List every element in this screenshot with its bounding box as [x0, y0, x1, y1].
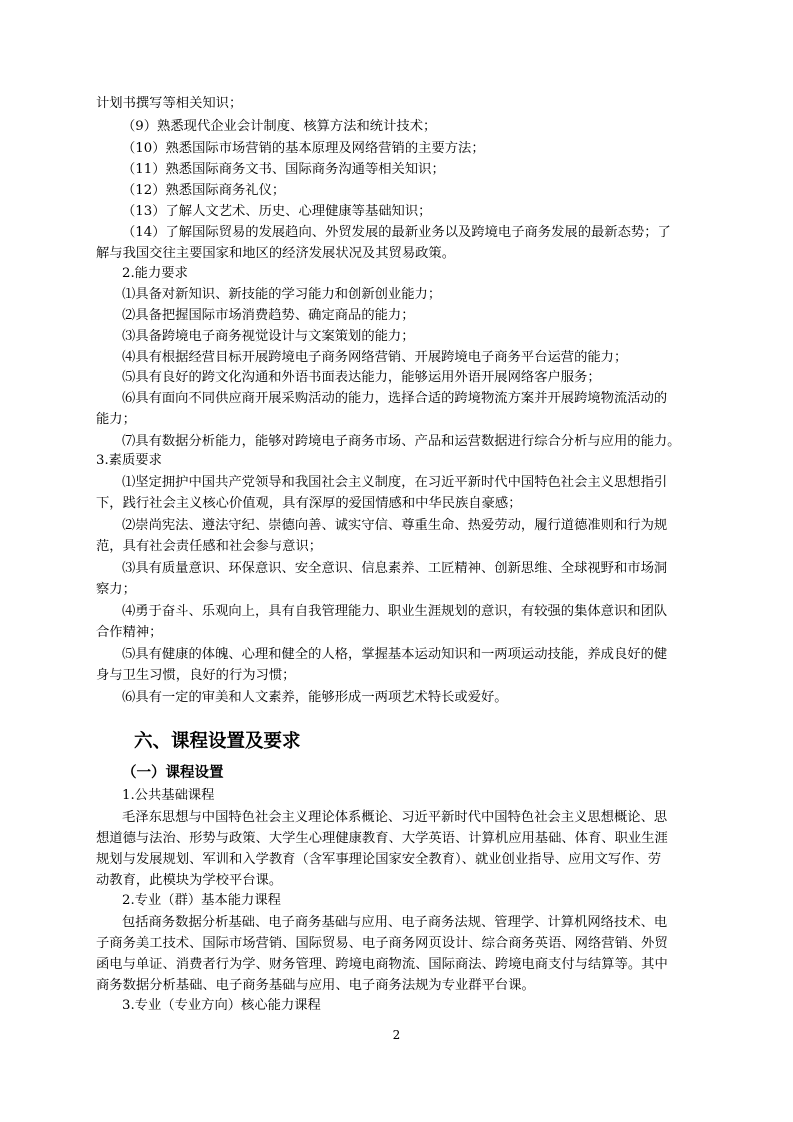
text-line: ⑷勇于奋斗、乐观向上，具有自我管理能力、职业生涯规划的意识，有较强的集体意识和团队: [122, 604, 668, 619]
text-line: ⑶具备跨境电子商务视觉设计与文案策划的能力；: [122, 329, 415, 344]
text-line: ⑹具有面向不同供应商开展采购活动的能力，选择合适的跨境物流方案并开展跨境物流活动的: [122, 391, 668, 406]
text-line: （9）熟悉现代企业会计制度、核算方法和统计技术；: [122, 119, 437, 134]
text-line: ⑴坚定拥护中国共产党领导和我国社会主义制度，在习近平新时代中国特色社会主义思想指引: [122, 475, 668, 490]
text-line: 2.能力要求: [122, 266, 188, 281]
text-line: 能力；: [96, 412, 136, 427]
text-line: 下，践行社会主义核心价值观，具有深厚的爱国情感和中华民族自豪感；: [96, 496, 522, 511]
text-line: 3.素质要求: [96, 453, 162, 468]
text-line: ⑷具有根据经营目标开展跨境电子商务网络营销、开展跨境电子商务平台运营的能力；: [122, 350, 628, 365]
text-line: ⑵具备把握国际市场消费趋势、确定商品的能力；: [122, 308, 415, 323]
text-line: 解与我国交往主要国家和地区的经济发展状况及其贸易政策。: [96, 246, 456, 261]
text-line: 身与卫生习惯，良好的行为习惯；: [96, 668, 296, 683]
text-line: （12）熟悉国际商务礼仪；: [122, 183, 286, 198]
text-line: 函电与单证、消费者行为学、财务管理、跨境电商物流、国际商法、跨境电商支付与结算等。其中: [96, 957, 668, 972]
text-line: （11）熟悉国际商务文书、国际商务沟通等相关知识；: [122, 162, 445, 177]
text-line: 毛泽东思想与中国特色社会主义理论体系概论、习近平新时代中国特色社会主义思想概论、思: [122, 810, 668, 825]
text-line: ⑶具有质量意识、环保意识、安全意识、信息素养、工匠精神、创新思维、全球视野和市场洞: [122, 561, 668, 576]
text-line: 1.公共基础课程: [122, 788, 215, 803]
text-line: 察力；: [96, 582, 136, 597]
text-line: 合作精神；: [96, 625, 163, 640]
text-line: ⑸具有健康的体魄、心理和健全的人格，掌握基本运动知识和一两项运动技能，养成良好的健: [122, 647, 668, 662]
text-line: （14）了解国际贸易的发展趋向、外贸发展的最新业务以及跨境电子商务发展的最新态势；了: [122, 225, 671, 240]
text-line: 计划书撰写等相关知识；: [96, 96, 243, 111]
text-line: ⑸具有良好的跨文化沟通和外语书面表达能力，能够运用外语开展网络客户服务；: [122, 370, 601, 385]
text-line: 3.专业（专业方向）核心能力课程: [122, 998, 321, 1013]
text-line: ⑵崇尚宪法、遵法守纪、崇德向善、诚实守信、尊重生命、热爱劳动，履行道德准则和行为规: [122, 518, 668, 533]
text-line: 子商务美工技术、国际市场营销、国际贸易、电子商务网页设计、综合商务英语、网络营销、外贸: [96, 936, 668, 951]
text-line: 商务数据分析基础、电子商务基础与应用、电子商务法规为专业群平台课。: [96, 978, 535, 993]
text-line: 2.专业（群）基本能力课程: [122, 893, 281, 908]
text-line: （13）了解人文艺术、历史、心理健康等基础知识；: [122, 204, 432, 219]
text-line: ⑴具备对新知识、新技能的学习能力和创新创业能力；: [122, 287, 442, 302]
text-line: 规划与发展规划、军训和入学教育（含军事理论国家安全教育）、就业创业指导、应用文写作、劳: [96, 852, 662, 867]
text-line: ⑺具有数据分析能力，能够对跨境电子商务市场、产品和运营数据进行综合分析与应用的能力。: [122, 434, 681, 449]
text-line: （10）熟悉国际市场营销的基本原理及网络营销的主要方法；: [122, 141, 485, 156]
subsection-heading: （一）课程设置: [122, 765, 224, 781]
section-heading: 六、课程设置及要求: [134, 731, 301, 752]
text-line: 包括商务数据分析基础、电子商务基础与应用、电子商务法规、管理学、计算机网络技术、电: [122, 915, 668, 930]
text-line: 范，具有社会责任感和社会参与意识；: [96, 539, 323, 554]
text-line: ⑹具有一定的审美和人文素养，能够形成一两项艺术特长或爱好。: [122, 690, 508, 705]
text-line: 动教育，此模块为学校平台课。: [96, 873, 283, 888]
page-number: 2: [392, 1028, 401, 1042]
text-line: 想道德与法治、形势与政策、大学生心理健康教育、大学英语、计算机应用基础、体育、职业生涯: [96, 831, 668, 846]
